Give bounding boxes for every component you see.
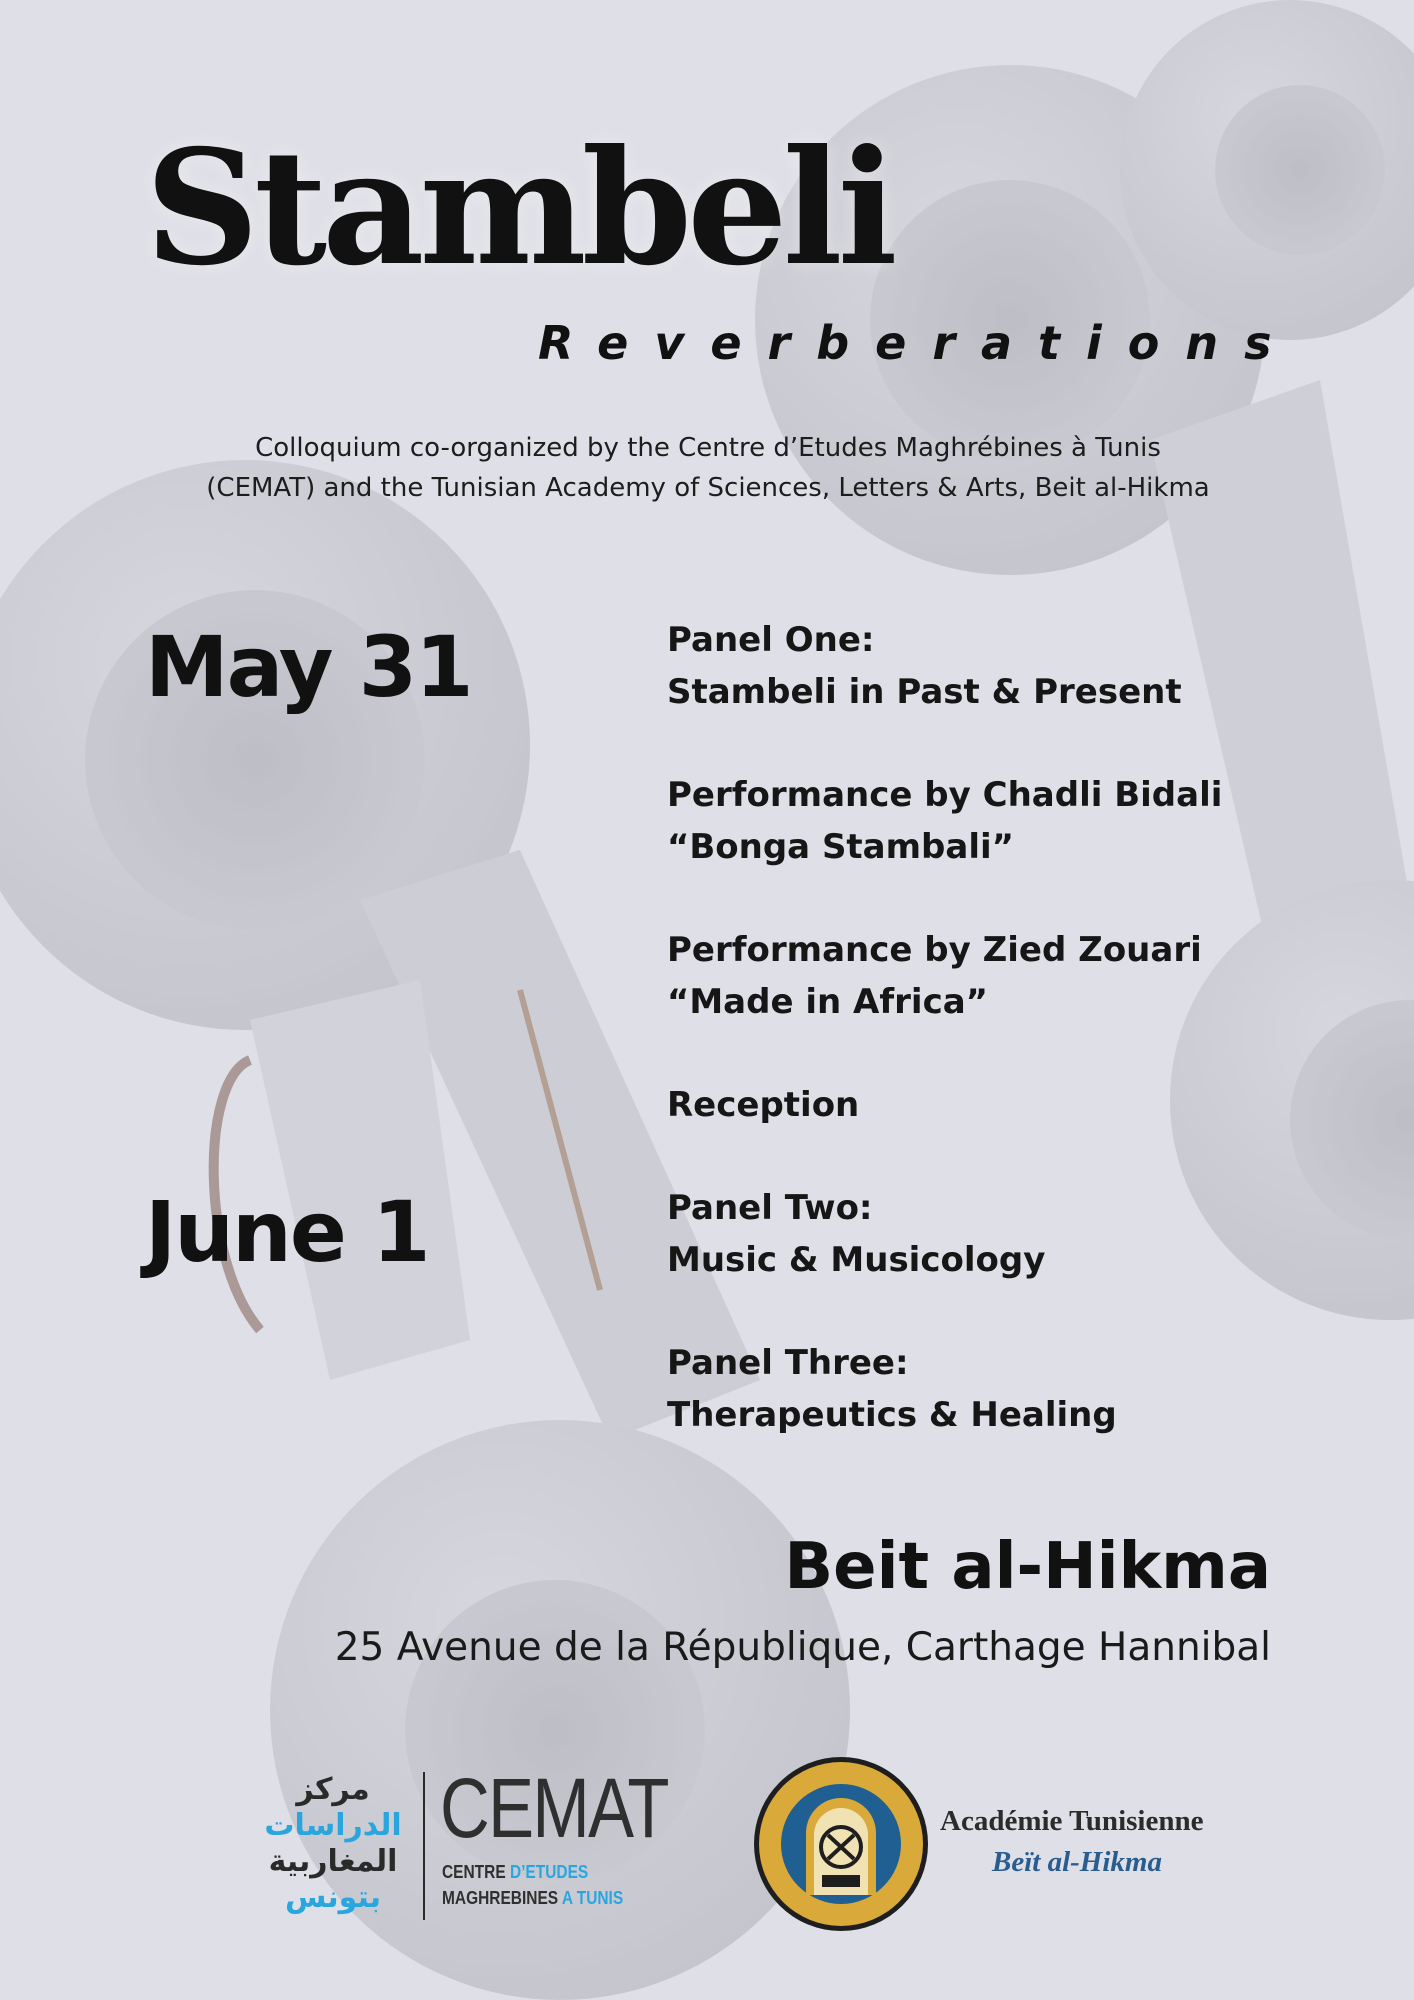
program-item [667,1079,1367,1131]
program-item [667,924,1367,1028]
program-item-title: Panel One: [667,620,875,660]
program-item [667,614,1367,718]
program-item-title: Reception [667,1085,860,1125]
cemat-arabic-line: مركز [296,1772,370,1807]
venue-name: Beit al-Hikma [784,1530,1271,1604]
program-item [667,769,1367,873]
academy-name: Académie Tunisienne [940,1805,1204,1837]
cemat-arabic-line: المغاربية [268,1844,398,1879]
cemat-wordmark: CEMAT [440,1761,668,1855]
date-june-1: June 1 [145,1183,429,1281]
program-item-subtitle: Music & Musicology [667,1240,1046,1280]
poster-title: Stambeli [145,116,893,301]
program-list [667,614,1367,1492]
colloquium-description [110,428,1306,508]
program-item [667,1337,1367,1441]
description-line: Colloquium co-organized by the Centre d’Etudes Maghrébines à Tunis [255,433,1161,463]
cemat-tagline-part: D’ETUDES [509,1862,589,1882]
program-item-subtitle: “Made in Africa” [667,982,989,1022]
cemat-arabic-wordmark [258,1772,408,1922]
cemat-tagline [442,1862,588,1883]
venue-address: 25 Avenue de la République, Carthage Hannibal [334,1625,1271,1670]
program-item-title: Panel Three: [667,1343,909,1383]
program-item-title: Performance by Chadli Bidali [667,775,1223,815]
academy-subname: Beït al-Hikma [992,1846,1162,1878]
program-item [667,1182,1367,1286]
cemat-arabic-line: الدراسات [264,1808,402,1843]
program-item-subtitle: Stambeli in Past & Present [667,672,1182,712]
cemat-logo [258,1761,668,1922]
program-item-title: Panel Two: [667,1188,873,1228]
cemat-tagline-part: A TUNIS [561,1888,624,1908]
program-item-title: Performance by Zied Zouari [667,930,1202,970]
cemat-tagline-part: CENTRE [442,1862,510,1882]
cemat-divider [423,1772,425,1920]
program-item-subtitle: “Bonga Stambali” [667,827,1014,867]
poster-subtitle: Reverberations [538,316,1298,370]
cemat-tagline-part: MAGHREBINES [442,1888,562,1908]
description-line: (CEMAT) and the Tunisian Academy of Sciences, Letters & Arts, Beit al-Hikma [206,473,1210,503]
cemat-tagline [442,1888,623,1909]
academy-seal-icon [752,1755,930,1933]
program-item-subtitle: Therapeutics & Healing [667,1395,1117,1435]
date-may-31: May 31 [145,618,472,716]
cemat-arabic-line: بتونس [285,1880,381,1915]
